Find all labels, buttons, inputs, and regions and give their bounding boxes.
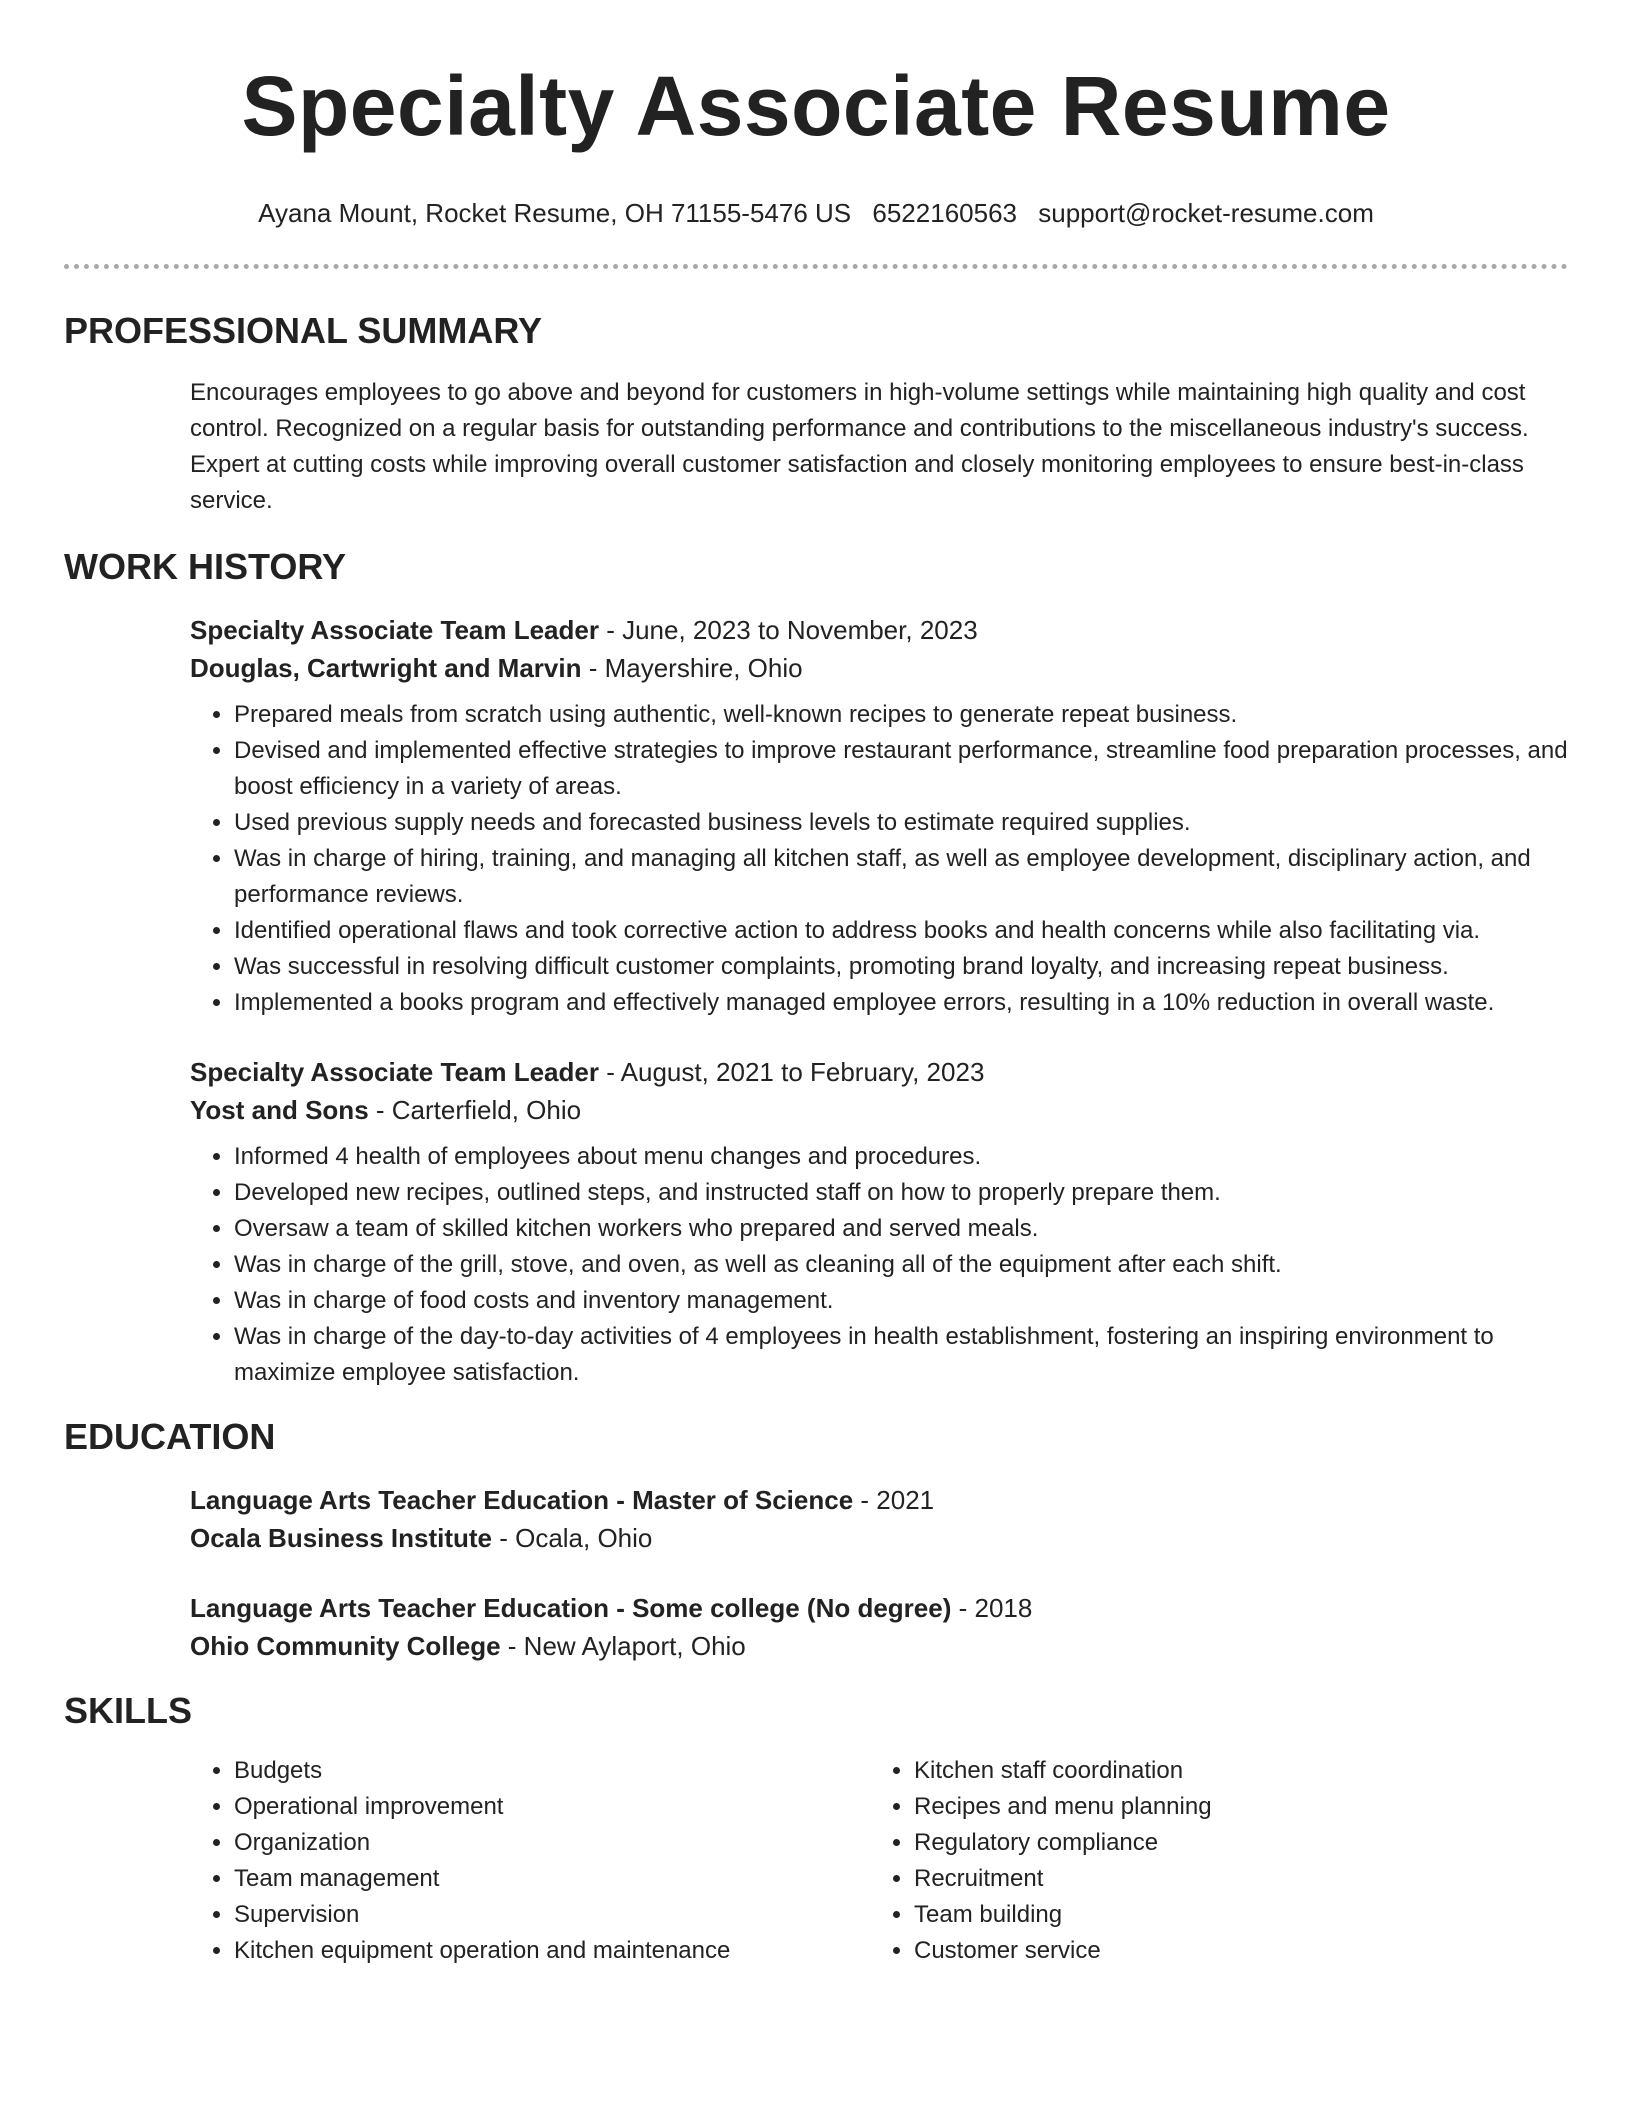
school-line (190, 1519, 1568, 1557)
skills-columns (190, 1753, 1568, 1969)
summary-heading: PROFESSIONAL SUMMARY (64, 310, 543, 351)
education-section (190, 1481, 1568, 1665)
job-dates: - June, 2023 to November, 2023 (598, 615, 978, 645)
list-item: • Budgets (234, 1753, 870, 1789)
skills-list-right (870, 1753, 1550, 1969)
job-title: Specialty Associate Team Leader (190, 615, 599, 645)
header-divider (64, 264, 1568, 269)
list-item: • Recruitment (914, 1861, 1550, 1897)
degree-year: - 2018 (951, 1593, 1033, 1623)
skills-list-left (190, 1753, 870, 1969)
school-location: - New Aylaport, Ohio (500, 1631, 746, 1661)
list-item: • Implemented a books program and effectively managed employee errors, resulting in a 10% reduction in overall waste. (234, 985, 1568, 1021)
list-item: • Was in charge of hiring, training, and managing all kitchen staff, as well as employee development, disciplinary action, and performance reviews. (234, 841, 1568, 913)
list-item: • Was in charge of the day-to-day activities of 4 employees in health establishment, fostering an inspiring environment to maximize employee satisfaction. (234, 1319, 1568, 1391)
work-history-section (190, 611, 1568, 1391)
list-item: • Oversaw a team of skilled kitchen workers who prepared and served meals. (234, 1211, 1568, 1247)
job-company: Yost and Sons (190, 1095, 369, 1125)
list-item: • Kitchen staff coordination (914, 1753, 1550, 1789)
job-duties-list (190, 697, 1568, 1021)
list-item: • Team building (914, 1897, 1550, 1933)
list-item: • Customer service (914, 1933, 1550, 1969)
school-name: Ohio Community College (190, 1631, 501, 1661)
degree-name: Language Arts Teacher Education - Master of Science (190, 1485, 854, 1515)
summary-text: Encourages employees to go above and beyond for customers in high-volume settings while maintaining high quality and cost control. Recognized on a regular basis for outstanding performance and contributions to the miscellaneous industry's success. Expert at cutting costs while improving overall customer satisfaction and closely monitoring employees to ensure best-in-class service. (190, 379, 1529, 514)
list-item: • Identified operational flaws and took corrective action to address books and health concerns while also facilitating via. (234, 913, 1568, 949)
school-location: - Ocala, Ohio (491, 1523, 653, 1553)
list-item: • Prepared meals from scratch using authentic, well-known recipes to generate repeat business. (234, 697, 1568, 733)
list-item: • Was successful in resolving difficult customer complaints, promoting brand loyalty, and increasing repeat business. (234, 949, 1568, 985)
degree-line (190, 1589, 1568, 1627)
job-location: - Carterfield, Ohio (368, 1095, 582, 1125)
list-item: • Team management (234, 1861, 870, 1897)
list-item: • Regulatory compliance (914, 1825, 1550, 1861)
list-item: • Was in charge of food costs and inventory management. (234, 1283, 1568, 1319)
contact-address: Ayana Mount, Rocket Resume, OH 71155-5476 US (258, 198, 852, 228)
job-title-line (190, 1053, 1568, 1091)
job-company-line (190, 1091, 1568, 1129)
skills-section (190, 1753, 1568, 1969)
list-item: • Recipes and menu planning (914, 1789, 1550, 1825)
job-entry (190, 611, 1568, 1021)
education-entry (190, 1589, 1568, 1665)
job-company-line (190, 649, 1568, 687)
list-item: • Informed 4 health of employees about menu changes and procedures. (234, 1139, 1568, 1175)
list-item: • Organization (234, 1825, 870, 1861)
list-item: • Devised and implemented effective strategies to improve restaurant performance, streamline food preparation processes, and boost efficiency in a variety of areas. (234, 733, 1568, 805)
job-duties-list (190, 1139, 1568, 1391)
degree-line (190, 1481, 1568, 1519)
page-title: Specialty Associate Resume (241, 59, 1391, 153)
contact-phone: 6522160563 (872, 198, 1017, 228)
list-item: • Kitchen equipment operation and maintenance (234, 1933, 870, 1969)
education-entry (190, 1481, 1568, 1557)
job-company: Douglas, Cartwright and Marvin (190, 653, 582, 683)
job-dates: - August, 2021 to February, 2023 (598, 1057, 985, 1087)
job-title-line (190, 611, 1568, 649)
list-item: • Used previous supply needs and forecasted business levels to estimate required supplies. (234, 805, 1568, 841)
list-item: • Operational improvement (234, 1789, 870, 1825)
education-heading: EDUCATION (64, 1416, 276, 1457)
job-title: Specialty Associate Team Leader (190, 1057, 599, 1087)
list-item: • Supervision (234, 1897, 870, 1933)
work-history-heading: WORK HISTORY (64, 546, 347, 587)
resume-page (64, 0, 1568, 1969)
job-location: - Mayershire, Ohio (581, 653, 803, 683)
list-item: • Was in charge of the grill, stove, and oven, as well as cleaning all of the equipment after each shift. (234, 1247, 1568, 1283)
degree-year: - 2021 (853, 1485, 935, 1515)
job-entry (190, 1053, 1568, 1391)
contact-email: support@rocket-resume.com (1038, 198, 1374, 228)
degree-name: Language Arts Teacher Education - Some college (No degree) (190, 1593, 952, 1623)
list-item: • Developed new recipes, outlined steps, and instructed staff on how to properly prepare them. (234, 1175, 1568, 1211)
school-line (190, 1627, 1568, 1665)
skills-heading: SKILLS (64, 1690, 193, 1731)
school-name: Ocala Business Institute (190, 1523, 492, 1553)
summary-section (190, 375, 1568, 519)
contact-info (64, 196, 1568, 230)
